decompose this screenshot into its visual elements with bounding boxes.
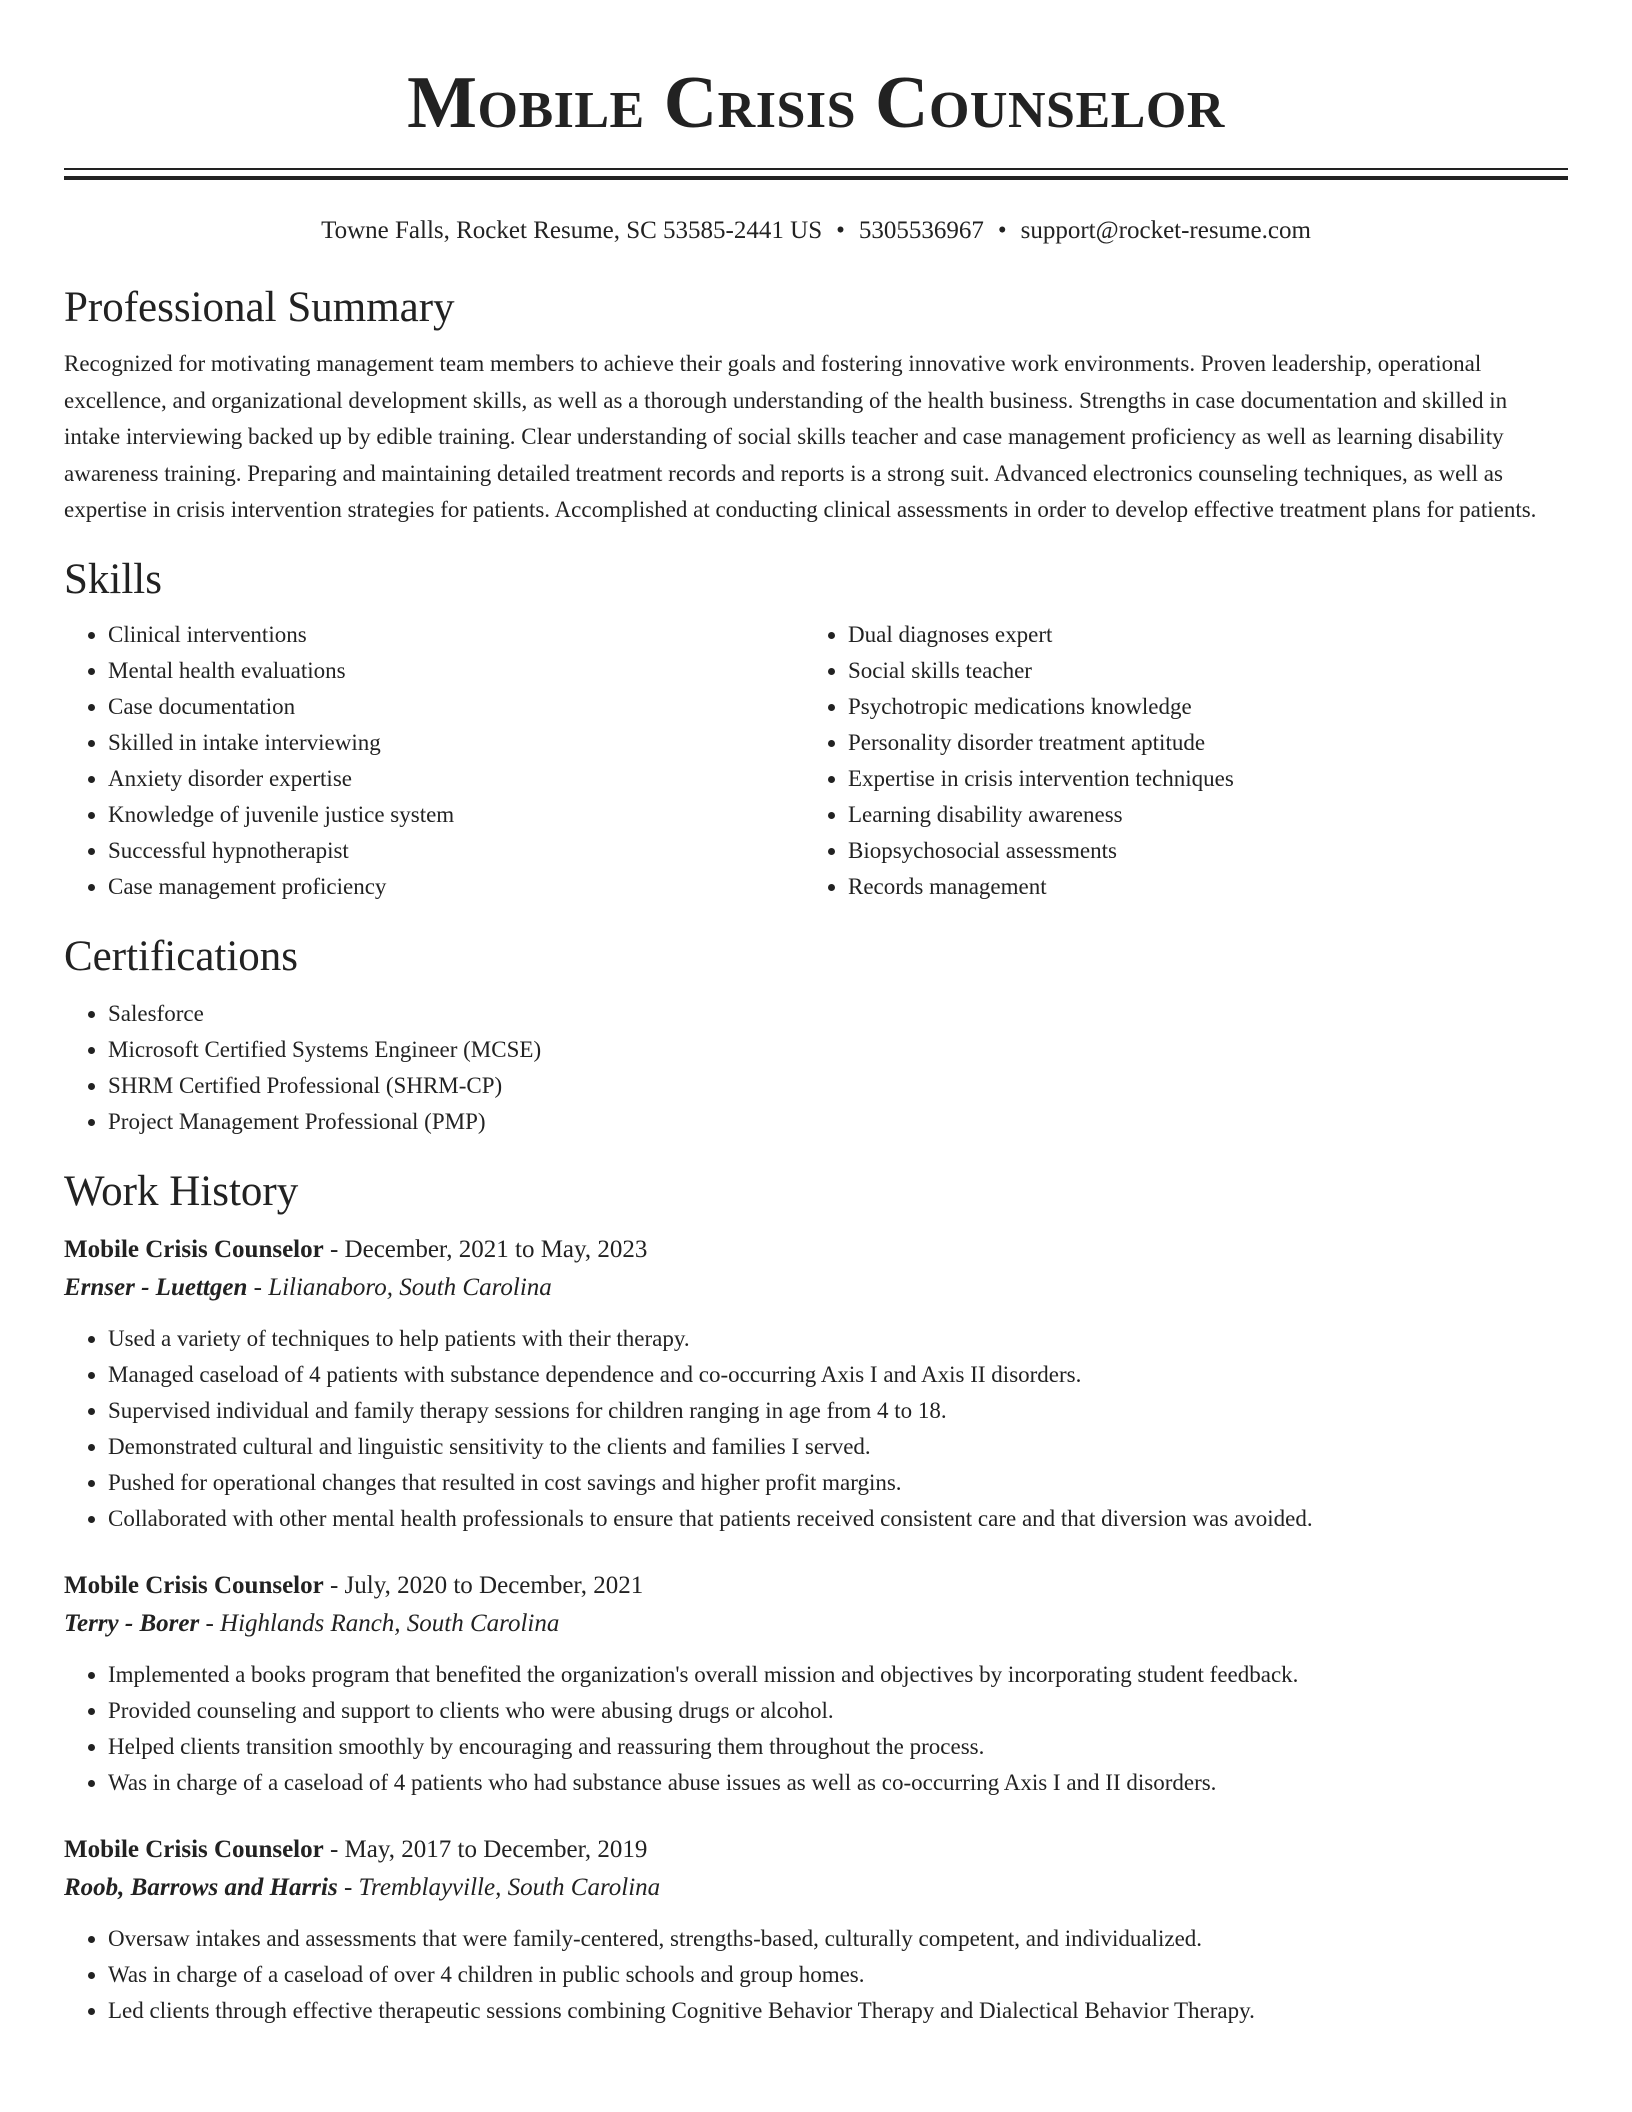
job-location: Tremblayville, South Carolina [358, 1873, 661, 1901]
job-bullet: • Supervised individual and family therapy sessions for children ranging in age from 4 to 18. [108, 1393, 1568, 1429]
job-entry [64, 1567, 1568, 1801]
skill-item: • Anxiety disorder expertise [108, 761, 808, 797]
job-bullet: • Was in charge of a caseload of over 4 children in public schools and group homes. [108, 1957, 1568, 1993]
job-bullet: • Collaborated with other mental health professionals to ensure that patients received consistent care and that diversion was avoided. [108, 1501, 1568, 1537]
job-title-line [64, 1831, 1568, 1869]
job-bullets [64, 1321, 1568, 1537]
job-entry [64, 1231, 1568, 1537]
contact-separator: • [836, 217, 845, 244]
job-role: Mobile Crisis Counselor [64, 1571, 324, 1599]
job-bullet: • Oversaw intakes and assessments that were family-centered, strengths-based, culturally competent, and individualized. [108, 1921, 1568, 1957]
job-bullet: • Was in charge of a caseload of 4 patients who had substance abuse issues as well as co-occurring Axis I and II disorders. [108, 1765, 1568, 1801]
job-role: Mobile Crisis Counselor [64, 1835, 324, 1863]
job-title-line [64, 1567, 1568, 1605]
skill-item: • Social skills teacher [848, 653, 1548, 689]
job-role: Mobile Crisis Counselor [64, 1235, 324, 1263]
job-location: Lilianaboro, South Carolina [268, 1273, 552, 1301]
job-company-line [64, 1869, 1568, 1907]
skill-item: • Case documentation [108, 689, 808, 725]
job-bullet: • Helped clients transition smoothly by encouraging and reassuring them throughout the process. [108, 1729, 1568, 1765]
skill-item: • Mental health evaluations [108, 653, 808, 689]
skill-item: • Expertise in crisis intervention techniques [848, 761, 1548, 797]
job-bullets [64, 1657, 1568, 1801]
skill-item: • Successful hypnotherapist [108, 833, 808, 869]
job-dash: - [199, 1609, 221, 1637]
job-bullet: • Demonstrated cultural and linguistic sensitivity to the clients and families I served. [108, 1429, 1568, 1465]
title-divider-thin [64, 168, 1568, 170]
skill-item: • Personality disorder treatment aptitude [848, 725, 1548, 761]
job-dates: May, 2017 to December, 2019 [344, 1835, 648, 1863]
contact-separator: • [997, 217, 1007, 244]
contact-line [64, 216, 1568, 246]
certification-item: • Salesforce [108, 996, 1568, 1032]
skills-columns [64, 617, 1568, 905]
resume-title: Mobile Crisis Counselor [407, 62, 1225, 144]
job-dates: December, 2021 to May, 2023 [344, 1235, 648, 1263]
job-company: Ernser - Luettgen [64, 1273, 248, 1301]
contact-email: support@rocket-resume.com [1020, 217, 1311, 244]
certifications-heading: Certifications [64, 932, 299, 980]
job-title-line [64, 1231, 1568, 1269]
skill-item: • Clinical interventions [108, 617, 808, 653]
contact-address: Towne Falls, Rocket Resume, SC 53585-2441 US [321, 217, 823, 244]
contact-phone: 5305536967 [858, 217, 984, 244]
job-bullet: • Used a variety of techniques to help patients with their therapy. [108, 1321, 1568, 1357]
job-bullet: • Provided counseling and support to clients who were abusing drugs or alcohol. [108, 1693, 1568, 1729]
job-company: Roob, Barrows and Harris [64, 1873, 338, 1901]
work-history-heading: Work History [64, 1167, 299, 1215]
skill-item: • Knowledge of juvenile justice system [108, 797, 808, 833]
job-bullet: • Implemented a books program that benefited the organization's overall mission and objectives by incorporating student feedback. [108, 1657, 1568, 1693]
certifications-list [64, 996, 1568, 1140]
certification-item: • SHRM Certified Professional (SHRM-CP) [108, 1068, 1568, 1104]
summary-text: Recognized for motivating management team members to achieve their goals and fostering innovative work environments. Proven leadership, operational excellence, and organizational development skills, as well as a thorough understanding of the health business. Strengths in case documentation and skilled in intake interviewing backed up by edible training. Clear understanding of social skills teacher and case management proficiency as well as learning disability awareness training. Preparing and maintaining detailed treatment records and reports is a strong suit. Advanced electronics counseling techniques, as well as expertise in crisis intervention strategies for patients. Accomplished at conducting clinical assessments in order to develop effective treatment plans for patients. [64, 351, 1537, 522]
job-company-line [64, 1269, 1568, 1307]
skill-item: • Dual diagnoses expert [848, 617, 1548, 653]
skill-item: • Records management [848, 869, 1548, 905]
job-entry [64, 1831, 1568, 2029]
job-bullets [64, 1921, 1568, 2029]
skills-list-right [808, 617, 1548, 905]
job-dates: July, 2020 to December, 2021 [344, 1571, 644, 1599]
resume-page [64, 0, 1568, 2029]
job-location: Highlands Ranch, South Carolina [220, 1609, 560, 1637]
job-dash: - [323, 1235, 345, 1263]
skills-list-left [64, 617, 808, 905]
summary-heading: Professional Summary [64, 284, 455, 331]
job-dash: - [323, 1835, 345, 1863]
skill-item: • Skilled in intake interviewing [108, 725, 808, 761]
skill-item: • Psychotropic medications knowledge [848, 689, 1548, 725]
job-bullet: • Led clients through effective therapeutic sessions combining Cognitive Behavior Therapy and Dialectical Behavior Therapy. [108, 1993, 1568, 2029]
job-dash: - [323, 1571, 345, 1599]
skills-heading: Skills [64, 555, 162, 603]
job-dash: - [247, 1273, 269, 1301]
skill-item: • Biopsychosocial assessments [848, 833, 1548, 869]
job-bullet: • Managed caseload of 4 patients with substance dependence and co-occurring Axis I and Axis II disorders. [108, 1357, 1568, 1393]
skill-item: • Learning disability awareness [848, 797, 1548, 833]
job-company: Terry - Borer [64, 1609, 200, 1637]
job-dash: - [337, 1873, 359, 1901]
job-bullet: • Pushed for operational changes that resulted in cost savings and higher profit margins. [108, 1465, 1568, 1501]
job-company-line [64, 1605, 1568, 1643]
certification-item: • Microsoft Certified Systems Engineer (MCSE) [108, 1032, 1568, 1068]
skill-item: • Case management proficiency [108, 869, 808, 905]
title-divider-thick [64, 176, 1568, 180]
certification-item: • Project Management Professional (PMP) [108, 1104, 1568, 1140]
